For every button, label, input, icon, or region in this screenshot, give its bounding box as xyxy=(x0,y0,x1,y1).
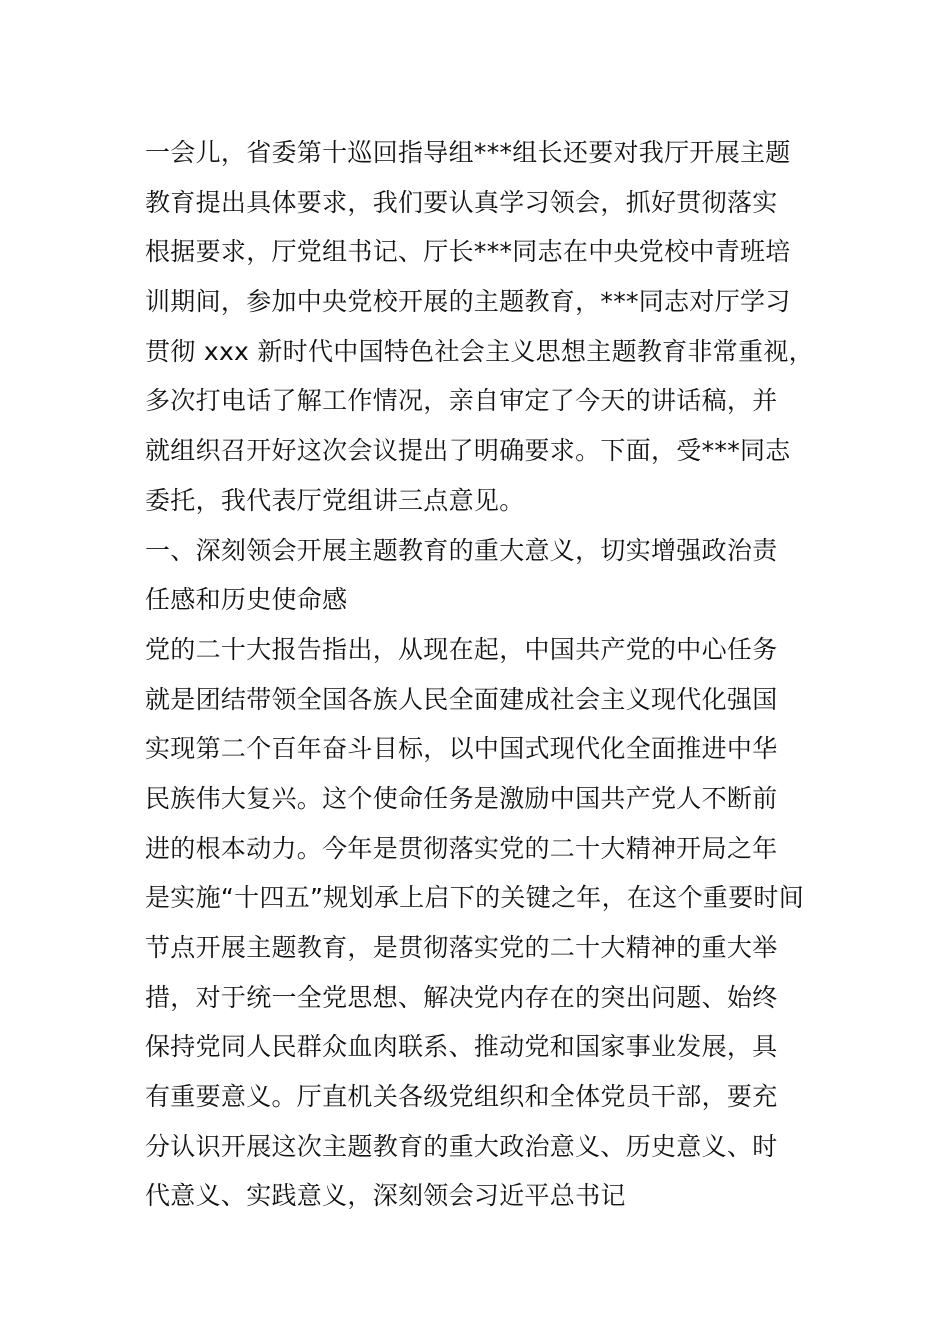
text-line: 党的二十大报告指出，从现在起，中国共产党的中心任务 xyxy=(145,634,778,664)
section-heading-line: 一、深刻领会开展主题教育的重大意义，切实增强政治责 xyxy=(145,535,778,565)
text-line: 有重要意义。厅直机关各级党组织和全体党员干部，要充 xyxy=(145,1082,778,1112)
text-line: 进的根本动力。今年是贯彻落实党的二十大精神开局之年 xyxy=(145,833,778,863)
text-line: 代意义、实践意义，深刻领会习近平总书记 xyxy=(145,1181,626,1211)
text-line: 分认识开展这次主题教育的重大政治意义、历史意义、时 xyxy=(145,1131,778,1161)
text-line: 措，对于统一全党思想、解决党内存在的突出问题、始终 xyxy=(145,982,778,1012)
text-line: 一会儿，省委第十巡回指导组***组长还要对我厅开展主题 xyxy=(145,138,791,167)
text-line: 保持党同人民群众血肉联系、推动党和国家事业发展，具 xyxy=(145,1032,778,1062)
text-line: 委托，我代表厅党组讲三点意见。 xyxy=(145,485,525,515)
text-line: 教育提出具体要求，我们要认真学习领会，抓好贯彻落实 xyxy=(145,187,778,217)
text-line: 节点开展主题教育，是贯彻落实党的二十大精神的重大举 xyxy=(145,933,778,962)
document-body xyxy=(145,128,825,1221)
text-line: 就组织召开好这次会议提出了明确要求。下面，受***同志 xyxy=(145,436,791,466)
text-line: 多次打电话了解工作情况，亲自审定了今天的讲话稿，并 xyxy=(145,386,778,416)
text-line: 就是团结带领全国各族人民全面建成社会主义现代化强国 xyxy=(145,684,778,714)
text-line: 根据要求，厅党组书记、厅长***同志在中央党校中青班培 xyxy=(145,237,791,267)
text-line: 训期间，参加中央党校开展的主题教育，***同志对厅学习 xyxy=(145,287,791,317)
text-line: 贯彻 xxx 新时代中国特色社会主义思想主题教育非常重视， xyxy=(145,336,814,366)
section-heading-line: 任感和历史使命感 xyxy=(145,585,348,615)
text-line: 民族伟大复兴。这个使命任务是激励中国共产党人不断前 xyxy=(145,783,778,813)
text-line: 实现第二个百年奋斗目标，以中国式现代化全面推进中华 xyxy=(145,734,778,764)
text-line: 是实施“十四五”规划承上启下的关键之年，在这个重要时间 xyxy=(145,883,805,913)
